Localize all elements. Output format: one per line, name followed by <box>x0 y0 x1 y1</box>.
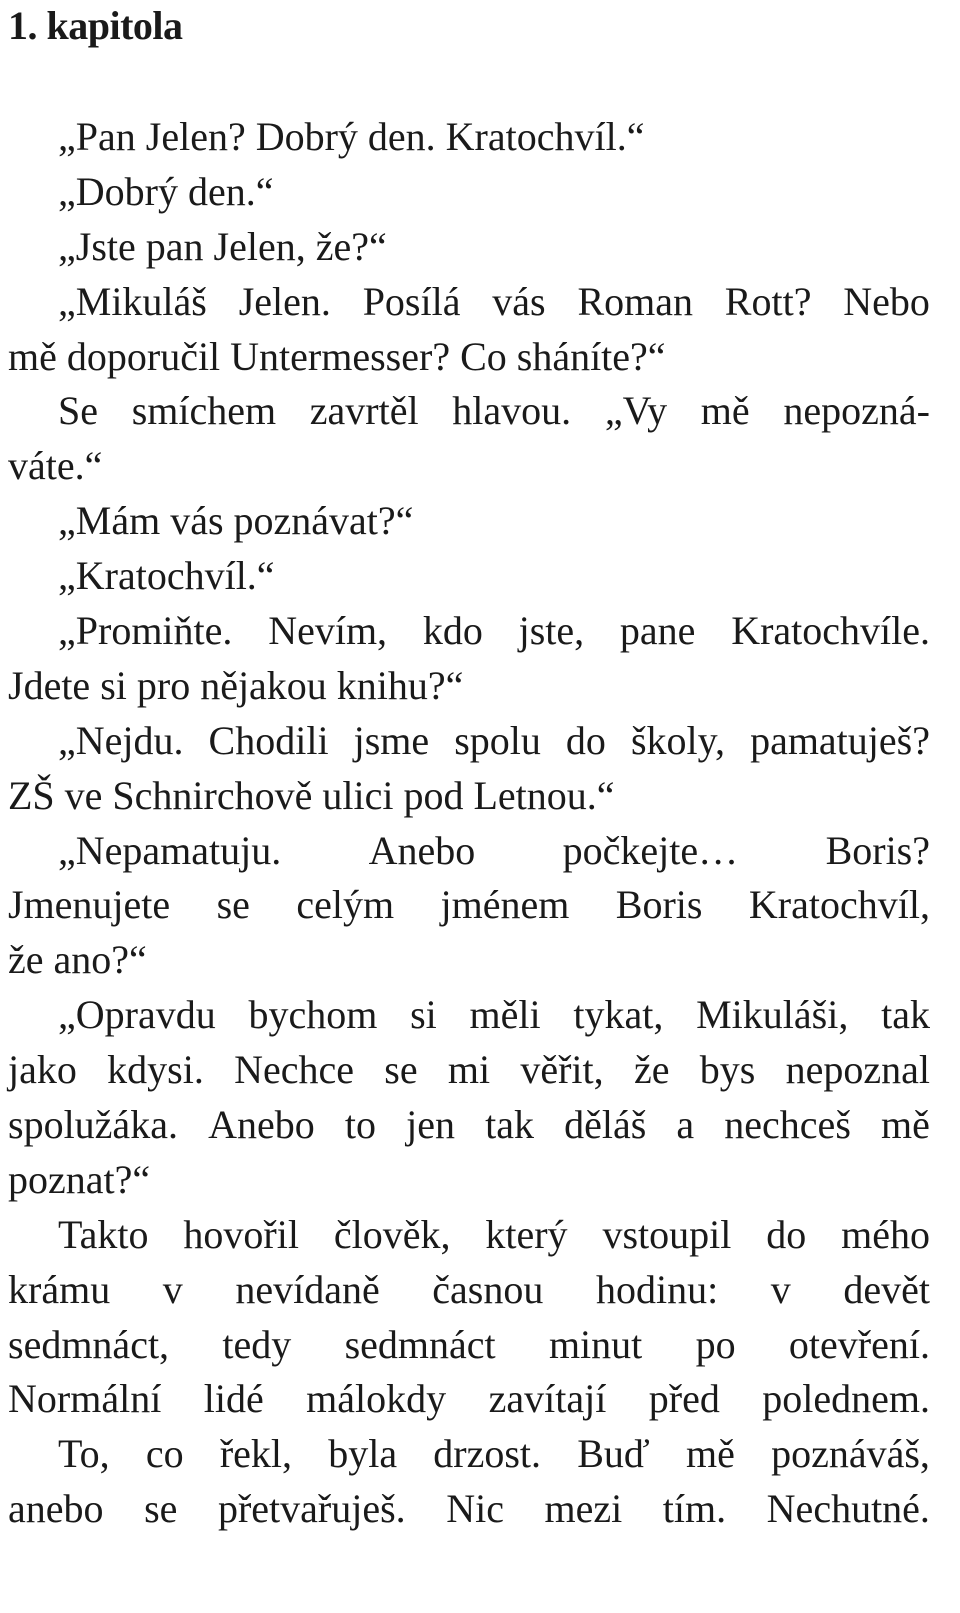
word: jsme <box>353 717 430 763</box>
text-line <box>8 878 930 933</box>
word: celým <box>296 882 395 928</box>
word: tykat, <box>573 992 664 1038</box>
text-line <box>8 1263 930 1318</box>
word: poznáváš, <box>771 1431 930 1477</box>
word: bys <box>699 1047 756 1093</box>
word: mě <box>686 1431 735 1477</box>
word: mezi <box>544 1486 623 1532</box>
word: Kratochvíl, <box>748 882 930 928</box>
word: přetvařuješ. <box>217 1486 406 1532</box>
word: nechceš <box>724 1102 851 1148</box>
word: a <box>676 1102 695 1148</box>
word: časnou <box>432 1266 544 1312</box>
word: Nic <box>446 1486 504 1532</box>
text-line <box>8 1098 930 1153</box>
text-line: Jdete si pro nějakou knihu?“ <box>8 662 464 708</box>
word: polednem. <box>762 1376 930 1422</box>
text-line <box>8 1372 930 1427</box>
text-line <box>8 714 930 769</box>
word: bychom <box>248 992 378 1038</box>
word: drzost. <box>433 1431 542 1477</box>
text-line: mě doporučil Untermesser? Co sháníte?“ <box>8 333 666 379</box>
word: počkejte… <box>562 827 739 873</box>
word: nepoznal <box>785 1047 930 1093</box>
word: po <box>695 1321 736 1367</box>
word: nepozná- <box>783 388 930 434</box>
word: co <box>145 1431 184 1477</box>
word: tím. <box>662 1486 727 1532</box>
text-line <box>8 988 930 1043</box>
word: hovořil <box>183 1211 299 1257</box>
text-line: „Pan Jelen? Dobrý den. Kratochvíl.“ <box>58 114 645 159</box>
word: Buď <box>577 1431 650 1477</box>
word: Kratochvíle. <box>731 608 930 654</box>
word: pane <box>619 608 696 654</box>
word: tak <box>485 1102 534 1148</box>
text-line <box>8 1043 930 1098</box>
word: Boris <box>615 882 703 928</box>
text-line <box>8 1208 930 1263</box>
word: vstoupil <box>602 1211 732 1257</box>
word: To, <box>58 1431 110 1477</box>
text-line <box>8 275 930 330</box>
word: se <box>384 1047 418 1093</box>
text-line <box>8 384 930 439</box>
word: před <box>648 1376 720 1422</box>
word: že <box>633 1047 670 1093</box>
word: „Mikuláš <box>58 278 207 324</box>
word: Jmenujete <box>8 882 171 928</box>
chapter-title: 1. kapitola <box>8 3 183 48</box>
word: kdo <box>422 608 483 654</box>
text-line: „Dobrý den.“ <box>58 168 274 214</box>
word: zavítají <box>488 1376 607 1422</box>
word: Anebo <box>368 827 476 873</box>
word: Nebo <box>843 278 930 324</box>
word: „Nepamatuju. <box>58 827 282 873</box>
text-line: „Jste pan Jelen, že?“ <box>58 223 387 269</box>
word: sedmnáct <box>344 1321 496 1367</box>
word: devět <box>843 1266 930 1312</box>
text-line: ZŠ ve Schnirchově ulici pod Letnou.“ <box>8 772 615 818</box>
word: krámu <box>8 1266 111 1312</box>
word: Roman <box>577 278 693 324</box>
text-line <box>8 1427 930 1482</box>
word: hodinu: <box>595 1266 719 1312</box>
word: v <box>162 1266 183 1312</box>
word: se <box>144 1486 178 1532</box>
word: byla <box>328 1431 398 1477</box>
word: Chodili <box>208 717 329 763</box>
word: smíchem <box>131 388 277 434</box>
word: Normální <box>8 1376 162 1422</box>
word: jste, <box>518 608 585 654</box>
word: Nechce <box>234 1047 354 1093</box>
word: tak <box>881 992 930 1038</box>
word: Rott? <box>724 278 812 324</box>
word: otevření. <box>788 1321 930 1367</box>
word: Nevím, <box>268 608 388 654</box>
word: anebo <box>8 1486 104 1532</box>
word: který <box>485 1211 568 1257</box>
word: v <box>770 1266 791 1312</box>
word: Boris? <box>825 827 930 873</box>
word: pamatuješ? <box>750 717 930 763</box>
word: děláš <box>564 1102 647 1148</box>
chapter-text <box>8 110 930 1537</box>
word: si <box>410 992 437 1038</box>
word: Nechutné. <box>766 1486 930 1532</box>
text-line <box>8 604 930 659</box>
word: školy, <box>630 717 726 763</box>
word: jménem <box>440 882 570 928</box>
word: lidé <box>203 1376 264 1422</box>
text-line <box>8 824 930 879</box>
word: do <box>766 1211 807 1257</box>
word: člověk, <box>333 1211 451 1257</box>
word: Takto <box>58 1211 149 1257</box>
word: málokdy <box>306 1376 447 1422</box>
text-line: že ano?“ <box>8 937 147 983</box>
text-line: „Kratochvíl.“ <box>58 553 275 599</box>
word: jako <box>8 1047 77 1093</box>
word: měli <box>469 992 541 1038</box>
text-line: poznat?“ <box>8 1156 151 1202</box>
word: Se <box>58 388 98 434</box>
word: „Nejdu. <box>58 717 184 763</box>
text-line: „Mám vás poznávat?“ <box>58 498 414 544</box>
word: „Vy <box>604 388 668 434</box>
word: Jelen. <box>238 278 331 324</box>
word: to <box>344 1102 376 1148</box>
word: řekl, <box>219 1431 292 1477</box>
word: nevídaně <box>235 1266 380 1312</box>
word: věřit, <box>520 1047 604 1093</box>
text-line <box>8 1318 930 1373</box>
word: se <box>216 882 250 928</box>
word: tedy <box>222 1321 292 1367</box>
word: zavrtěl <box>309 388 419 434</box>
word: spolu <box>454 717 541 763</box>
word: Posílá <box>362 278 461 324</box>
text-line <box>8 1482 930 1537</box>
word: kdysi. <box>107 1047 204 1093</box>
word: mi <box>447 1047 491 1093</box>
word: „Promiňte. <box>58 608 233 654</box>
word: hlavou. <box>452 388 572 434</box>
word: mě <box>700 388 750 434</box>
word: Mikuláši, <box>696 992 849 1038</box>
word: Anebo <box>208 1102 315 1148</box>
word: sedmnáct, <box>8 1321 170 1367</box>
word: „Opravdu <box>58 992 216 1038</box>
word: jen <box>406 1102 455 1148</box>
word: minut <box>548 1321 643 1367</box>
text-line: váte.“ <box>8 443 103 489</box>
word: spolužáka. <box>8 1102 178 1148</box>
word: do <box>565 717 606 763</box>
word: vás <box>492 278 546 324</box>
word: mého <box>841 1211 930 1257</box>
word: mě <box>881 1102 930 1148</box>
